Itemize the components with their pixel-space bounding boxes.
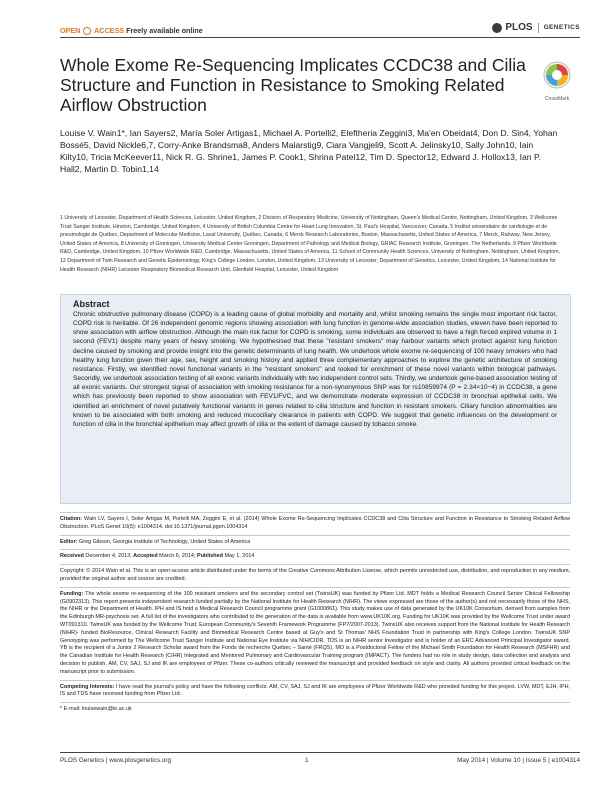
page-footer xyxy=(60,752,580,769)
citation-text: Wain LV, Sayers I, Soler Artigas M, Portelli MA, Zeggini E, et al. (2014) Whole Exome Re-Sequencing Implicates CCDC38 and Cilia Structure and Function in Resistance to Smoking Related Airflow Obstruction. PLoS Genet 10(5): e1004314. doi:10.1371/journal.pgen.1004314 xyxy=(60,516,571,530)
citation-label: Citation: xyxy=(60,516,83,522)
funding-text: The whole exome re-sequencing of the 100 resistant smokers and the secondary control set (TwinsUK) was funded by Pfizer Ltd. MDT holds a Medical Research Council Senior Clinical Fellowship (G0902313). This report presents independent research funded partially by the National Institute for Health Research (NIHR). The views expressed are those of the author(s) and not necessarily those of the NHS, the NIHR or the Department of Health. IPH and IS hold a Medical Research Council programme grant (G1000861). This study makes use of data generated by the UK10K Consortium, derived from samples from the Edinburgh MR-psychosis set. A full list of the investigators who contributed to the generation of the data is available from www.UK10K.org. Funding for UK10K was provided by the Wellcome Trust under award WT091310. TwinsUK was funded by the Wellcome Trust; European Community's Seventh Framework Programme (FP7/2007-2013). TwinsUK also receives support from the National Institute for Health Research (NIHR)- funded BioResource, Clinical Research Facility and Biomedical Research Centre based at Guy's and St Thomas' NHS Foundation Trust in partnership with King's College London. TwinsUK SNP Genotyping was performed by The Wellcome Trust Sanger Institute and National Eye Institute via NIH/CIDR. TDS is an NIHR senior Investigator and is holder of an ERC Advanced Principal Investigator award. YB is the recipient of a Junior 2 Research Scholar award from the Fonds de recherche Québec – Santé (FRQS). MO is a Postdoctoral Fellow of the Michael Smith Foundation for Health Research (MSFHR) and the Canadian Institute for Health Research (CIHR) Integrated and Mentored Pulmonary and Cardiovascular Training program (IMPACT). The funders had no role in study design, data collection and analysis and decision to publish. AM, CV, SAJ, SJ and IK are employees of Pfizer. These co-authors critically reviewed the manuscript and provided feedback on style and clarity. All authors provided critical feedback on the manuscript prior to submission. xyxy=(60,590,570,675)
received-label: Received xyxy=(60,553,84,560)
access-label: ACCESS xyxy=(94,26,125,35)
open-access-banner xyxy=(60,26,203,35)
accepted-label: Accepted xyxy=(133,553,158,560)
journal-logo xyxy=(492,22,580,33)
plos-label: PLOS xyxy=(505,22,533,33)
citation xyxy=(60,512,570,535)
freely-available-label: Freely available online xyxy=(126,26,203,35)
crossmark-badge[interactable] xyxy=(540,60,574,102)
article-metadata xyxy=(60,512,570,717)
footer-page-number: 1 xyxy=(305,757,309,764)
crossmark-icon xyxy=(540,60,574,90)
editor xyxy=(60,535,570,550)
affiliations: 1 University of Leicester, Department of Health Sciences, Leicester, United Kingdom, 2 Division of Respiratory Medicine, University of Nottingham, Queen's Medical Centre, Nottingham, United Kingdom, 3 Wellcome Trust Sanger Institute, Hinxton, Cambridge, United Kingdom, 4 University of British Columbia Centre for Heart Lung Innovation, St. Paul's Hospital, Vancouver, Canada, 5 Institut universitaire de cardiologie et de pneumologie de Québec, Department of Molecular Medicine, Laval University, Québec, Canada, 6 Merck Research Laboratories, Boston, Massachusetts, United States of America, 7 Merck, Rahway, New Jersey, United States of America, 8 University of Groningen, University Medical Center Groningen, Department of Pathology and Medical Biology, GRIAC Research Institute, Groningen, The Netherlands, 9 Pfizer Worldwide R&D, Cambridge, United Kingdom, 10 Pfizer Worldwide R&D, Cambridge, Massachusetts, United States of America, 11 School of Community Health Sciences, University of Nottingham, Nottingham, United Kingdom, 12 Department of Twin Research and Genetic Epidemiology, King's College London, London, United Kingdom, 13 University of Leicester, Department of Genetics, Leicester, United Kingdom, 14 National Institute for Health Research (NIHR) Leicester Respiratory Biomedical Research Unit, Glenfield Hospital, Leicester, United Kingdom xyxy=(60,215,560,273)
crossmark-label: CrossMark xyxy=(544,96,570,102)
footer-issue: May 2014 | Volume 10 | Issue 5 | e1004314 xyxy=(457,757,580,764)
published-label: Published xyxy=(196,553,223,560)
editor-label: Editor: xyxy=(60,538,78,545)
funding-label: Funding: xyxy=(60,590,84,597)
published-date: May 1, 2014 xyxy=(224,553,255,560)
footer-journal[interactable]: PLOS Genetics | www.plosgenetics.org xyxy=(60,757,172,764)
corresponding-email[interactable]: * E-mail: louisewain@le.ac.uk xyxy=(60,702,570,717)
competing-text: I have read the journal's policy and have the following conflicts: AM, CV, SAJ, SJ and IK are employees of Pfizer Worldwide R&D who provided funding for this project. LVW, MDT, EJH, IPH, IS and TDS have received funding from Pfizer Ltd. xyxy=(60,683,571,698)
received-date: December 4, 2013; xyxy=(85,553,132,560)
accepted-date: March 6, 2014; xyxy=(159,553,196,560)
funding xyxy=(60,587,570,680)
header-rule xyxy=(60,37,580,38)
article-title: Whole Exome Re-Sequencing Implicates CCDC38 and Cilia Structure and Function in Resistance to Smoking Related Airflow Obstruction xyxy=(60,55,526,115)
genetics-label: GENETICS xyxy=(543,24,580,31)
editor-text: Greg Gibson, Georgia Institute of Technology, United States of America xyxy=(79,538,251,545)
competing-label: Competing Interests: xyxy=(60,683,115,690)
competing-interests xyxy=(60,680,570,703)
author-list: Louise V. Wain1*, Ian Sayers2, María Soler Artigas1, Michael A. Portelli2, Eleftheria Zeggini3, Ma'en Obeidat4, Don D. Sin4, Yohan Bossé5, David Nickle6,7, Corry-Anke Brandsma8, Anders Malarstig9, Ciara Vangjeli9, Scott A. Jelinsky10, Sally John10, Iain Kilty10, Tricia McKeever11, Nick R. G. Shrine1, James P. Cook1, Shrina Patel12, Tim D. Spector12, Edward J. Hollox13, Ian P. Hall2, Martin D. Tobin1,14 xyxy=(60,128,558,174)
abstract-text: Chronic obstructive pulmonary disease (COPD) is a leading cause of global morbidity and mortality and, whilst smoking remains the single most important risk factor, COPD risk is heritable. Of 26 independent genomic regions showing association with lung function in genome-wide association studies, eleven have been reported to show association with airflow obstruction. Although the main risk factor for COPD is smoking, some individuals are observed to have a high forced expired volume in 1 second (FEV1) despite many years of heavy smoking. We hypothesised that these "resistant smokers" may harbour variants which protect against lung function decline caused by smoking and provide insight into the genetic determinants of lung health. We undertook whole exome re-sequencing of 100 heavy smokers who had healthy lung function given their age, sex, height and smoking history and applied three complementary approaches to explore the genetic architecture of smoking resistance. Firstly, we identified novel functional variants in the "resistant smokers" and looked for enrichment of these novel variants within biological pathways. Secondly, we undertook association testing of all exonic variants individually with two independent control sets. Thirdly, we undertook gene-based association testing of all exonic variants. Our strongest signal of association with smoking resistance for a non-synonymous SNP was for rs10859974 (P = 2.34×10−4) in CCDC38, a gene which has previously been reported to show association with FEV1/FVC, and we demonstrate moderate expression of CCDC38 in bronchial epithelial cells. We identified an enrichment of novel putatively functional variants in genes related to cilia structure and function in resistant smokers. Ciliary function abnormalities are known to be associated with both smoking and reduced mucociliary clearance in patients with COPD. We suggest that genetic influences on the development or function of cilia in the bronchial epithelium may affect growth of cilia or the extent of damage caused by tobacco smoke. xyxy=(73,311,557,428)
open-access-icon xyxy=(83,27,91,35)
copyright: Copyright: © 2014 Wain et al. This is an open-access article distributed under the terms of the Creative Commons Attribution License, which permits unrestricted use, distribution, and reproduction in any medium, provided the original author and source are credited. xyxy=(60,564,570,587)
open-label: OPEN xyxy=(60,26,81,35)
abstract-heading: Abstract xyxy=(73,299,110,309)
logo-divider xyxy=(538,23,539,33)
plos-logo-icon xyxy=(492,23,502,33)
dates xyxy=(60,549,570,564)
